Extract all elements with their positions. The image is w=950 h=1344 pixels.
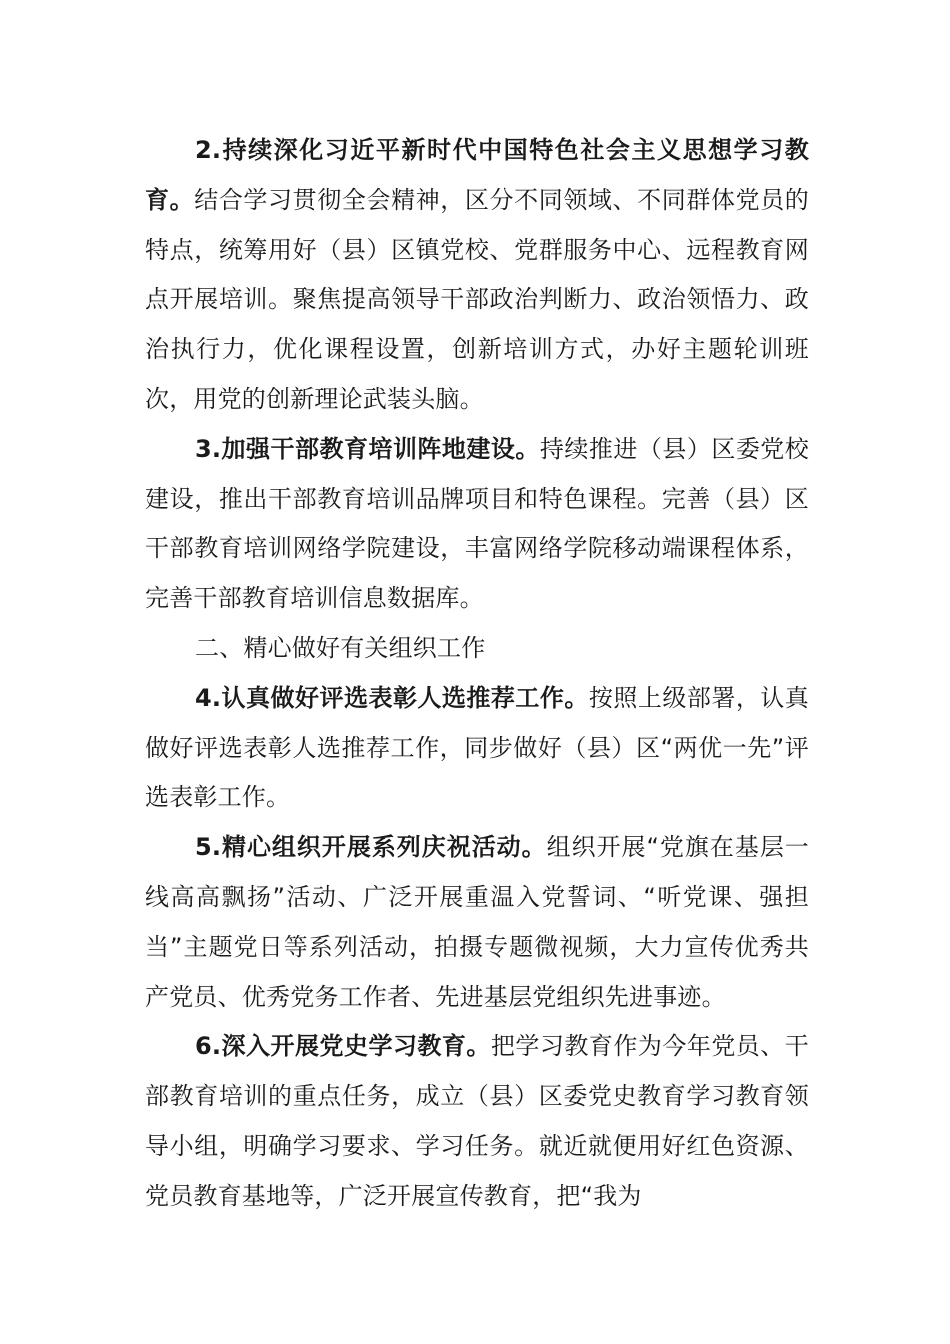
paragraph-text: 组织开展“党旗在基层一线高高飘扬”活动、广泛开展重温入党誓词、“听党课、强担当”主题党日等系列活动，拍摄专题微视频，大力宣传优秀共产党员、优秀党务工作者、先进基层党组织先进事迹。 <box>145 833 809 1011</box>
paragraph-item-5 <box>145 823 809 1022</box>
paragraph-heading: 6.深入开展党史学习教育。 <box>195 1032 491 1061</box>
paragraph-item-6 <box>145 1022 809 1221</box>
paragraph-text: 持续推进（县）区委党校建设，推出干部教育培训品牌项目和特色课程。完善（县）区干部教育培训网络学院建设，丰富网络学院移动端课程体系，完善干部教育培训信息数据库。 <box>145 434 809 613</box>
paragraph-text: 把学习教育作为今年党员、干部教育培训的重点任务，成立（县）区委党史教育学习教育领导小组，明确学习要求、学习任务。就近就便用好红色资源、党员教育基地等，广泛开展宣传教育，把“我为 <box>145 1032 809 1210</box>
section-heading-text: 二、精心做好有关组织工作 <box>195 633 486 662</box>
paragraph-heading: 2.持续深化习近平新时代中国特色社会主义思想学习教育。 <box>145 136 809 214</box>
document-body <box>145 126 809 1222</box>
paragraph-heading: 5.精心组织开展系列庆祝活动。 <box>195 833 547 862</box>
paragraph-heading: 4.认真做好评选表彰人选推荐工作。 <box>195 683 589 712</box>
paragraph-item-4 <box>145 674 809 823</box>
paragraph-text: 结合学习贯彻全会精神，区分不同领域、不同群体党员的特点，统筹用好（县）区镇党校、党群服务中心、远程教育网点开展培训。聚焦提高领导干部政治判断力、政治领悟力、政治执行力，优化课程设置，创新培训方式，办好主题轮训班次，用党的创新理论武装头脑。 <box>145 185 809 413</box>
section-heading <box>145 624 809 674</box>
paragraph-heading: 3.加强干部教育培训阵地建设。 <box>195 434 540 463</box>
paragraph-item-3 <box>145 425 809 624</box>
paragraph-item-2 <box>145 126 809 425</box>
paragraph-text: 按照上级部署，认真做好评选表彰人选推荐工作，同步做好（县）区“两优一先”评选表彰工作。 <box>145 683 809 812</box>
